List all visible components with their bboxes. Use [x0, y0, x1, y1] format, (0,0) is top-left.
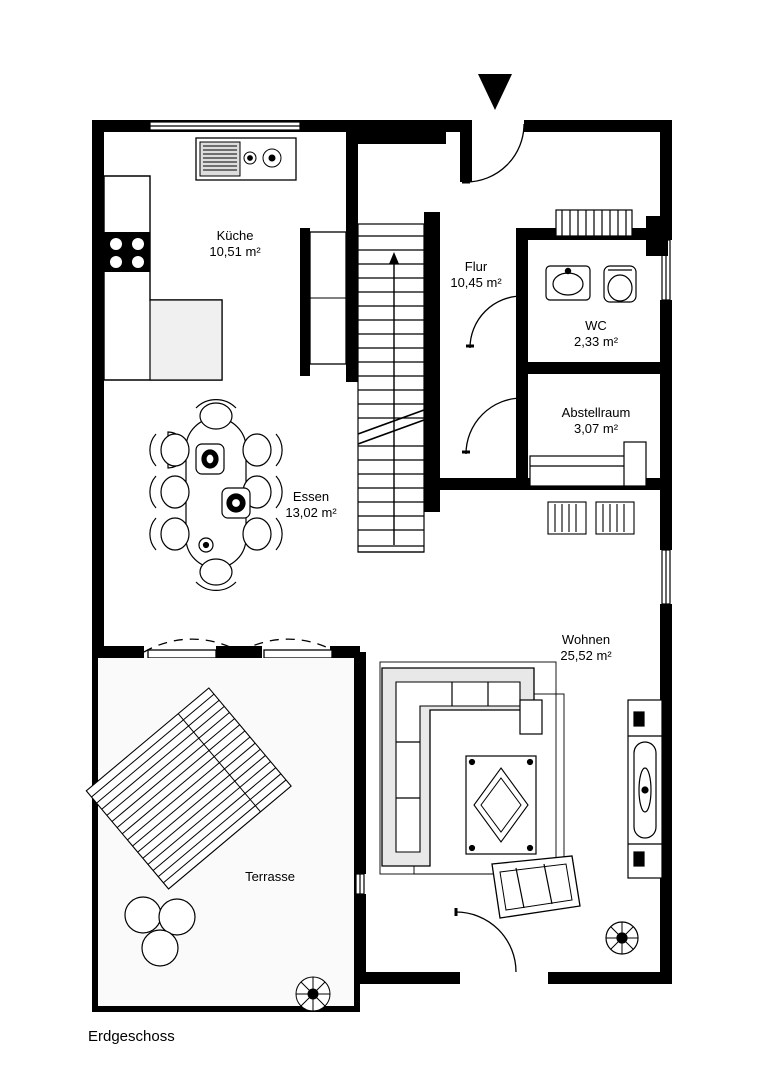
plant-icon	[296, 977, 330, 1011]
living-room-furniture	[380, 662, 662, 954]
room-name: Terrasse	[245, 869, 295, 884]
room-name: Essen	[292, 489, 330, 504]
room-name: Wohnen	[561, 632, 611, 647]
room-label-wohnen	[560, 632, 611, 664]
room-name: WC	[585, 318, 607, 333]
dining-set	[150, 400, 282, 591]
room-area: 10,51 m²	[209, 244, 261, 259]
hall-utility-units	[548, 502, 634, 534]
plan-title: Erdgeschoss	[88, 1028, 175, 1045]
interior-walls	[300, 120, 664, 512]
cooktop-icon	[104, 232, 150, 272]
room-area: 3,07 m²	[573, 421, 619, 436]
room-name: Küche	[216, 228, 254, 243]
room-area: 2,33 m²	[573, 334, 619, 349]
staircase	[358, 224, 424, 552]
wc-fixtures	[546, 210, 668, 302]
north-arrow-icon	[478, 74, 512, 110]
room-label-terrasse	[245, 869, 295, 885]
room-name: Abstellraum	[561, 405, 631, 420]
plant-icon	[606, 922, 638, 954]
room-name: Flur	[464, 259, 488, 274]
room-area: 13,02 m²	[285, 505, 337, 520]
room-label-abstellraum	[562, 405, 631, 437]
terrace-features	[86, 658, 354, 1011]
radiator-icon	[556, 210, 632, 236]
room-label-flur	[450, 259, 501, 291]
storage-fixtures	[530, 442, 646, 486]
room-area: 25,52 m²	[560, 648, 612, 663]
room-label-essen	[285, 489, 336, 521]
room-area: 10,45 m²	[450, 275, 502, 290]
room-label-kueche	[209, 228, 260, 260]
room-label-wc	[574, 318, 618, 350]
